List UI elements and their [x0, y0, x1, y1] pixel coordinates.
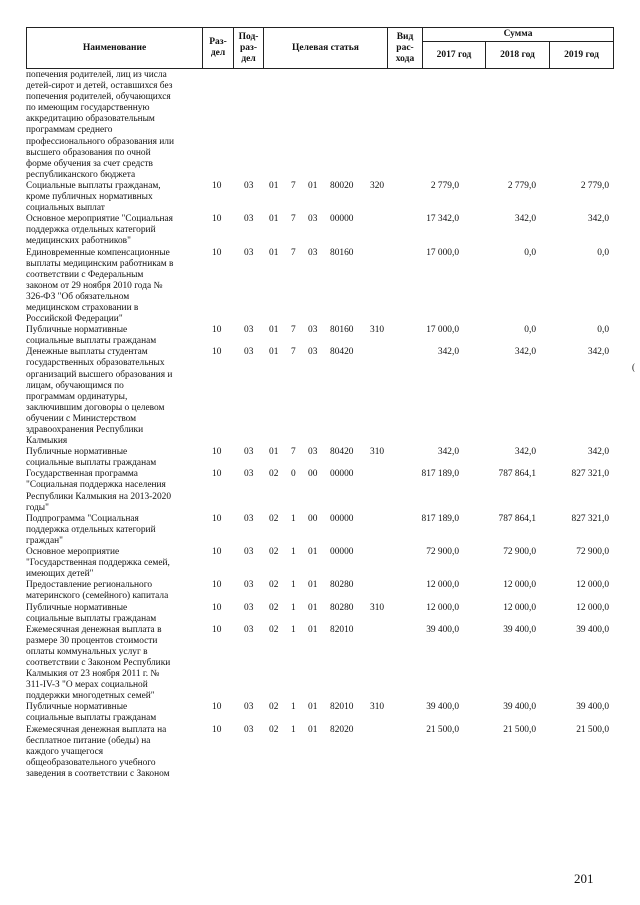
cell-event: 03	[308, 447, 318, 458]
cell-podrazdel: 03	[244, 702, 254, 713]
cell-event: 01	[308, 702, 318, 713]
header-target: Целевая статья	[264, 28, 388, 69]
cell-podrazdel: 03	[244, 180, 254, 191]
cell-program: 01	[269, 347, 279, 358]
header-name: Наименование	[27, 28, 203, 69]
cell-subprogram: 7	[291, 347, 296, 358]
cell-sum-2019: 12 000,0	[576, 602, 609, 613]
cell-vid: 310	[370, 447, 385, 458]
table-row	[26, 603, 613, 625]
table-row	[26, 347, 613, 447]
cell-sum-2019: 827 321,0	[571, 513, 609, 524]
header-2019: 2019 год	[550, 42, 614, 69]
cell-subprogram: 0	[291, 469, 296, 480]
cell-subprogram: 1	[291, 602, 296, 613]
table-row	[26, 514, 613, 547]
cell-podrazdel: 03	[244, 602, 254, 613]
table-row	[26, 725, 613, 780]
cell-subprogram: 7	[291, 247, 296, 258]
cell-event: 00	[308, 513, 318, 524]
cell-program: 02	[269, 624, 279, 635]
cell-direction: 82010	[330, 702, 354, 713]
cell-subprogram: 7	[291, 214, 296, 225]
cell-program: 02	[269, 513, 279, 524]
cell-sum-2019: 0,0	[597, 325, 609, 336]
cell-sum-2018: 12 000,0	[503, 602, 536, 613]
cell-name: Ежемесячная денежная выплата в размере 30 процентов стоимости оплаты коммунальных услуг в соответствии с Законом Республики Калмыкия от 23 ноября 2011 г. № 311-IV-З "О мерах социальной поддержки многодетных семей"	[26, 624, 171, 702]
cell-program: 02	[269, 469, 279, 480]
cell-razdel: 10	[212, 180, 222, 191]
cell-sum-2017: 17 342,0	[426, 214, 459, 225]
cell-name: Публичные нормативные социальные выплаты гражданам	[26, 602, 157, 624]
cell-name: Основное мероприятие "Социальная поддержка отдельных категорий медицинских работников"	[26, 214, 173, 247]
table-row	[26, 214, 613, 247]
cell-sum-2017: 342,0	[437, 347, 459, 358]
table-row	[26, 702, 613, 724]
cell-sum-2018: 342,0	[514, 347, 536, 358]
cell-sum-2018: 342,0	[514, 447, 536, 458]
cell-vid: 310	[370, 325, 385, 336]
cell-event: 03	[308, 347, 318, 358]
cell-sum-2019: 342,0	[587, 347, 609, 358]
cell-name: Единовременные компенсационные выплаты медицинским работникам в соответствии с Федеральным законом от 29 ноября 2010 года № 326-ФЗ "Об обязательном медицинском страховании в Российской Федерации"	[26, 247, 174, 325]
cell-subprogram: 1	[291, 513, 296, 524]
cell-program: 01	[269, 214, 279, 225]
cell-podrazdel: 03	[244, 624, 254, 635]
cell-podrazdel: 03	[244, 547, 254, 558]
cell-event: 01	[308, 624, 318, 635]
cell-sum-2018: 787 864,1	[498, 469, 536, 480]
cell-sum-2019: 12 000,0	[576, 580, 609, 591]
page-number: 201	[574, 871, 594, 886]
table-row	[26, 325, 613, 347]
cell-sum-2017: 817 189,0	[421, 513, 459, 524]
cell-program: 02	[269, 702, 279, 713]
cell-name: Предоставление регионального материнского (семейного) капитала	[26, 580, 169, 602]
cell-sum-2017: 39 400,0	[426, 702, 459, 713]
cell-sum-2017: 12 000,0	[426, 602, 459, 613]
cell-name: Публичные нормативные социальные выплаты гражданам	[26, 702, 157, 724]
cell-event: 01	[308, 547, 318, 558]
cell-podrazdel: 03	[244, 247, 254, 258]
cell-direction: 80420	[330, 447, 354, 458]
table-header	[26, 27, 614, 69]
header-2018: 2018 год	[486, 42, 550, 69]
cell-direction: 80020	[330, 180, 354, 191]
cell-sum-2019: 21 500,0	[576, 724, 609, 735]
cell-razdel: 10	[212, 547, 222, 558]
cell-sum-2019: 342,0	[587, 214, 609, 225]
cell-sum-2017: 342,0	[437, 447, 459, 458]
cell-podrazdel: 03	[244, 580, 254, 591]
cell-podrazdel: 03	[244, 325, 254, 336]
cell-podrazdel: 03	[244, 469, 254, 480]
table-body	[26, 70, 613, 780]
margin-mark: (	[632, 362, 635, 372]
cell-sum-2017: 72 900,0	[426, 547, 459, 558]
cell-subprogram: 1	[291, 702, 296, 713]
cell-razdel: 10	[212, 214, 222, 225]
cell-sum-2019: 0,0	[597, 247, 609, 258]
header-razdel: Раз- дел	[203, 28, 234, 69]
cell-event: 01	[308, 580, 318, 591]
cell-name: Подпрограмма "Социальная поддержка отдельных категорий граждан"	[26, 513, 156, 546]
cell-razdel: 10	[212, 724, 222, 735]
cell-podrazdel: 03	[244, 447, 254, 458]
cell-program: 02	[269, 602, 279, 613]
cell-sum-2017: 39 400,0	[426, 624, 459, 635]
cell-podrazdel: 03	[244, 347, 254, 358]
cell-podrazdel: 03	[244, 214, 254, 225]
cell-sum-2019: 342,0	[587, 447, 609, 458]
cell-direction: 82020	[330, 724, 354, 735]
cell-sum-2019: 39 400,0	[576, 702, 609, 713]
cell-name: Основное мероприятие "Государственная поддержка семей, имеющих детей"	[26, 547, 170, 580]
cell-direction: 80160	[330, 325, 354, 336]
cell-sum-2018: 0,0	[524, 325, 536, 336]
cell-podrazdel: 03	[244, 513, 254, 524]
cell-direction: 00000	[330, 214, 354, 225]
header-podrazdel: Под- раз- дел	[234, 28, 264, 69]
cell-name: Государственная программа "Социальная поддержка населения Республики Калмыкия на 2013-2020 годы"	[26, 469, 172, 513]
cell-subprogram: 7	[291, 180, 296, 191]
cell-name: Публичные нормативные социальные выплаты гражданам	[26, 447, 157, 469]
cell-name: Денежные выплаты студентам государственных образовательных организаций высшего образования и лицам, обучающимся по программам ординатуры, заключившим договоры о целевом обучении с Министерством здравоохранения Республики Калмыкия	[26, 347, 173, 447]
cell-direction: 80280	[330, 602, 354, 613]
table-row	[26, 469, 613, 513]
cell-sum-2019: 72 900,0	[576, 547, 609, 558]
cell-name: Ежемесячная денежная выплата на бесплатное питание (обеды) на каждого учащегося общеобразовательного учебного заведения в соответствии с Законом	[26, 724, 170, 779]
cell-program: 01	[269, 247, 279, 258]
cell-razdel: 10	[212, 447, 222, 458]
cell-event: 01	[308, 724, 318, 735]
table-row	[26, 580, 613, 602]
cell-subprogram: 7	[291, 447, 296, 458]
cell-razdel: 10	[212, 347, 222, 358]
cell-razdel: 10	[212, 602, 222, 613]
cell-program: 02	[269, 580, 279, 591]
cell-program: 01	[269, 325, 279, 336]
cell-direction: 00000	[330, 513, 354, 524]
cell-razdel: 10	[212, 624, 222, 635]
header-2017: 2017 год	[423, 42, 486, 69]
table-row	[26, 181, 613, 214]
cell-sum-2018: 787 864,1	[498, 513, 536, 524]
cell-sum-2018: 342,0	[514, 214, 536, 225]
cell-sum-2018: 39 400,0	[503, 624, 536, 635]
cell-direction: 82010	[330, 624, 354, 635]
cell-sum-2018: 39 400,0	[503, 702, 536, 713]
cell-subprogram: 7	[291, 325, 296, 336]
cell-program: 02	[269, 724, 279, 735]
cell-sum-2018: 2 779,0	[507, 180, 536, 191]
cell-direction: 80160	[330, 247, 354, 258]
cell-sum-2018: 21 500,0	[503, 724, 536, 735]
cell-program: 01	[269, 447, 279, 458]
cell-sum-2017: 17 000,0	[426, 325, 459, 336]
table-row	[26, 625, 613, 703]
cell-razdel: 10	[212, 247, 222, 258]
table-row	[26, 70, 613, 181]
cell-direction: 00000	[330, 469, 354, 480]
cell-direction: 00000	[330, 547, 354, 558]
cell-subprogram: 1	[291, 580, 296, 591]
cell-subprogram: 1	[291, 724, 296, 735]
cell-event: 03	[308, 325, 318, 336]
cell-vid: 310	[370, 702, 385, 713]
cell-podrazdel: 03	[244, 724, 254, 735]
header-sum: Сумма	[423, 28, 614, 42]
cell-sum-2018: 72 900,0	[503, 547, 536, 558]
cell-event: 00	[308, 469, 318, 480]
cell-sum-2017: 12 000,0	[426, 580, 459, 591]
cell-razdel: 10	[212, 325, 222, 336]
cell-vid: 320	[370, 180, 385, 191]
cell-sum-2019: 2 779,0	[580, 180, 609, 191]
cell-sum-2019: 827 321,0	[571, 469, 609, 480]
cell-subprogram: 1	[291, 547, 296, 558]
cell-sum-2017: 2 779,0	[430, 180, 459, 191]
cell-sum-2017: 817 189,0	[421, 469, 459, 480]
cell-name: Публичные нормативные социальные выплаты гражданам	[26, 325, 157, 347]
cell-program: 01	[269, 180, 279, 191]
table-row	[26, 547, 613, 580]
cell-direction: 80420	[330, 347, 354, 358]
cell-razdel: 10	[212, 469, 222, 480]
cell-sum-2017: 17 000,0	[426, 247, 459, 258]
cell-event: 01	[308, 602, 318, 613]
cell-event: 03	[308, 247, 318, 258]
cell-razdel: 10	[212, 702, 222, 713]
cell-razdel: 10	[212, 580, 222, 591]
table-row	[26, 447, 613, 469]
cell-name: Социальные выплаты гражданам, кроме публичных нормативных социальных выплат	[26, 180, 161, 214]
header-vid: Вид рас- хода	[388, 28, 423, 69]
cell-vid: 310	[370, 602, 385, 613]
cell-sum-2018: 0,0	[524, 247, 536, 258]
cell-sum-2019: 39 400,0	[576, 624, 609, 635]
cell-event: 03	[308, 214, 318, 225]
cell-sum-2017: 21 500,0	[426, 724, 459, 735]
cell-event: 01	[308, 180, 318, 191]
table-row	[26, 248, 613, 326]
cell-program: 02	[269, 547, 279, 558]
cell-direction: 80280	[330, 580, 354, 591]
cell-razdel: 10	[212, 513, 222, 524]
cell-sum-2018: 12 000,0	[503, 580, 536, 591]
cell-subprogram: 1	[291, 624, 296, 635]
cell-name: попечения родителей, лиц из числа детей-сирот и детей, оставшихся без попечения родителей, обучающихся по имеющим государственную аккредитацию образовательным программам среднего профессионального образования или высшего образования по очной форме обучения за счет средств республиканского бюджета	[26, 70, 174, 180]
